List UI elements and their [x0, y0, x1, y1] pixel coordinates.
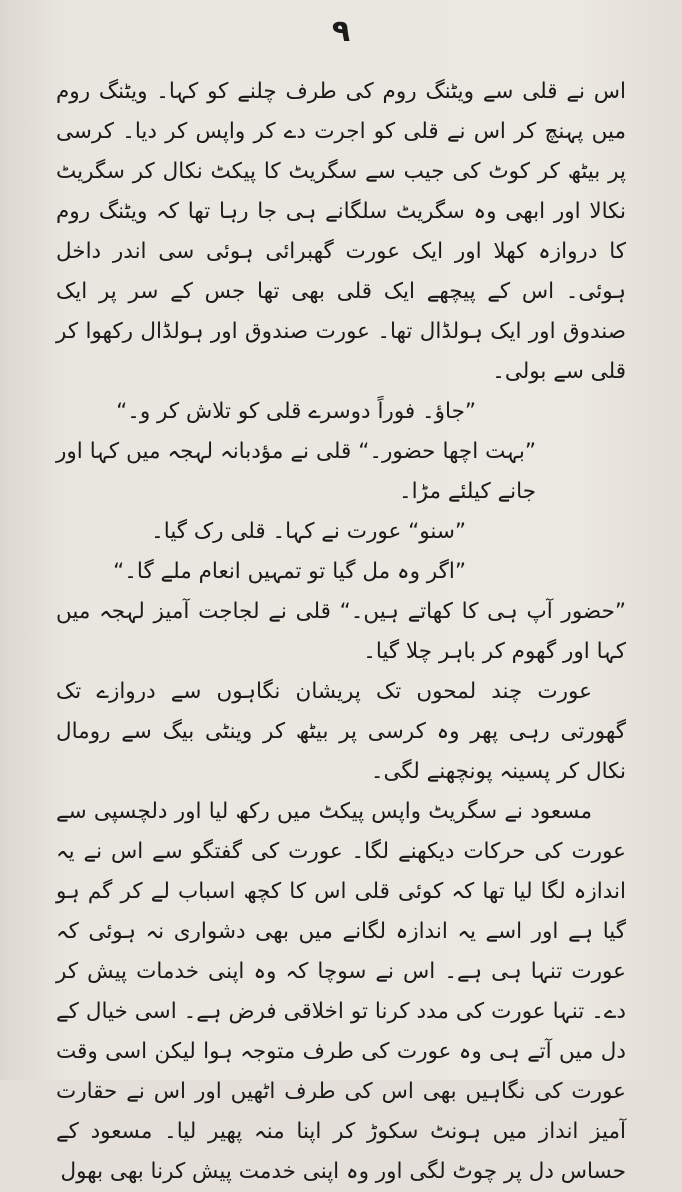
dialog-line-5: ”حضور آپ ہی کا کھاتے ہیں۔“ قلی نے لجاجت آمیز لہجہ میں کہا اور گھوم کر باہر چلا گیا۔ — [56, 599, 626, 664]
paragraph-intro: اس نے قلی سے ویٹنگ روم کی طرف چلنے کو کہا۔ ویٹنگ روم میں پہنچ کر اس نے قلی کو اجرت دے کر واپس کر دیا۔ کرسی پر بیٹھ کر کوٹ کی جیب سے سگریٹ کا پیکٹ نکال کر سگریٹ نکالا اور ابھی وہ سگریٹ سلگانے ہی جا رہا تھا کہ ویٹنگ روم کا دروازہ کھلا اور ایک عورت گھبرائی ہوئی سی اندر داخل ہوئی۔ اس کے پیچھے ایک قلی بھی تھا جس کے سر پر ایک صندوق اور ایک ہولڈال تھا۔ عورت صندوق اور ہولڈال رکھوا کر قلی سے بولی۔ — [56, 79, 626, 384]
dialog-line-1: ”جاؤ۔ فوراً دوسرے قلی کو تلاش کر و۔“ — [116, 399, 476, 424]
paragraph-woman: عورت چند لمحوں تک پریشان نگاہوں سے دروازے تک گھورتی رہی پھر وہ کرسی پر بیٹھ کر وینٹی بیگ سے رومال نکال کر پسینہ پونچھنے لگی۔ — [56, 679, 626, 784]
dialog-line-4: ”اگر وہ مل گیا تو تمہیں انعام ملے گا۔“ — [113, 559, 466, 584]
dialog-line-3: ”سنو“ عورت نے کہا۔ قلی رک گیا۔ — [151, 519, 466, 544]
dialog-line-2: ”بہت اچھا حضور۔“ قلی نے مؤدبانہ لہجہ میں کہا اور جانے کیلئے مڑا۔ — [56, 439, 536, 504]
paragraph-masood: مسعود نے سگریٹ واپس پیکٹ میں رکھ لیا اور دلچسپی سے عورت کی حرکات دیکھنے لگا۔ عورت کی گفتگو سے اس نے یہ اندازہ لگا لیا تھا کہ کوئی قلی اس کا کچھ اسباب لے کر گم ہو گیا ہے اور اسے یہ اندازہ لگانے میں بھی دشواری نہ ہوئی کہ عورت تنہا ہی ہے۔ اس نے سوچا کہ وہ اپنی خدمات پیش کر دے۔ تنہا عورت کی مدد کرنا تو اخلاقی فرض ہے۔ اسی خیال کے دل میں آتے ہی وہ عورت کی طرف متوجہ ہوا لیکن اسی وقت عورت کی نگاہیں بھی اس کی طرف اٹھیں اور اس نے حقارت آمیز انداز میں ہونٹ سکوڑ کر اپنا منہ پھیر لیا۔ مسعود کے حساس دل پر چوٹ لگی اور وہ اپنی خدمت پیش کرنا بھی بھول — [56, 799, 626, 1184]
page-body — [56, 72, 626, 1192]
page-number: ۹ — [331, 14, 351, 49]
